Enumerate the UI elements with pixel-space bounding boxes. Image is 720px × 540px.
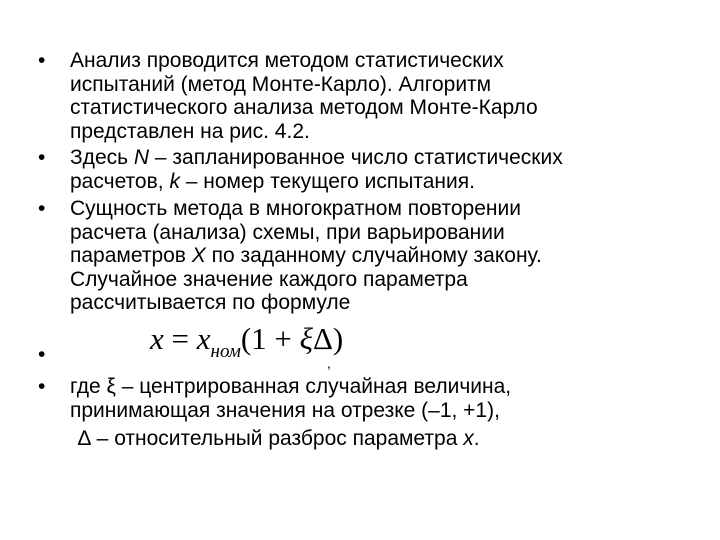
formula-lhs: x — [150, 321, 164, 356]
bullet-dot: • — [38, 375, 46, 398]
variable-x: x — [463, 427, 474, 450]
text-fragment: расчетов, — [70, 169, 170, 193]
text-fragment: Здесь — [70, 146, 134, 169]
text-line: испытаний (метод Монте-Карло). Алгоритм — [70, 72, 492, 96]
formula-xi: ξ — [299, 321, 313, 356]
formula-open: (1 + — [240, 321, 300, 356]
text-line — [70, 170, 650, 194]
variable-x: X — [191, 244, 206, 267]
text-fragment: . — [473, 427, 480, 450]
bullet-dot: • — [38, 343, 46, 366]
variable-k: k — [169, 169, 180, 193]
bullet-text — [70, 375, 650, 422]
bullet-dot: • — [38, 49, 46, 72]
formula-comma: , — [327, 355, 331, 371]
text-fragment: – запланированное число статистических — [149, 146, 563, 169]
formula-subscript: ном — [210, 341, 241, 362]
text-line: принимающая значения на отрезке (–1, +1), — [70, 398, 500, 422]
variable-n: N — [133, 146, 150, 169]
text-line — [70, 244, 650, 268]
text-fragment: параметров — [70, 244, 192, 267]
text-line: рассчитывается по формуле — [70, 291, 351, 314]
text-fragment: по заданному случайному закону. — [205, 244, 542, 267]
bullet-text — [70, 146, 650, 193]
formula-delta: Δ — [312, 321, 333, 356]
bullet-text — [70, 49, 650, 143]
text-line: представлен на рис. 4.2. — [70, 119, 310, 143]
text-fragment: – номер текущего испытания. — [179, 169, 475, 193]
formula-close: ) — [332, 321, 344, 356]
formula — [150, 321, 344, 362]
formula-x: x — [196, 321, 211, 356]
text-fragment: ∆ – относительный разброс параметра — [78, 427, 464, 450]
text-line: Сущность метода в многократном повторении — [70, 197, 521, 220]
bullet-dot: • — [38, 146, 46, 169]
text-line: статистического анализа методом Монте-Карло — [70, 96, 538, 119]
text-line: расчета (анализа) схемы, при варьировании — [70, 220, 505, 244]
text-line: Анализ проводится методом статистических — [70, 49, 504, 72]
delta-definition — [78, 427, 480, 451]
bullet-text — [70, 197, 650, 315]
formula-equals: = — [163, 321, 197, 356]
text-line: Случайное значение каждого параметра — [70, 267, 468, 291]
text-line: где ξ – центрированная случайная величина, — [70, 375, 512, 398]
text-line — [70, 146, 650, 170]
bullet-dot: • — [38, 197, 46, 220]
